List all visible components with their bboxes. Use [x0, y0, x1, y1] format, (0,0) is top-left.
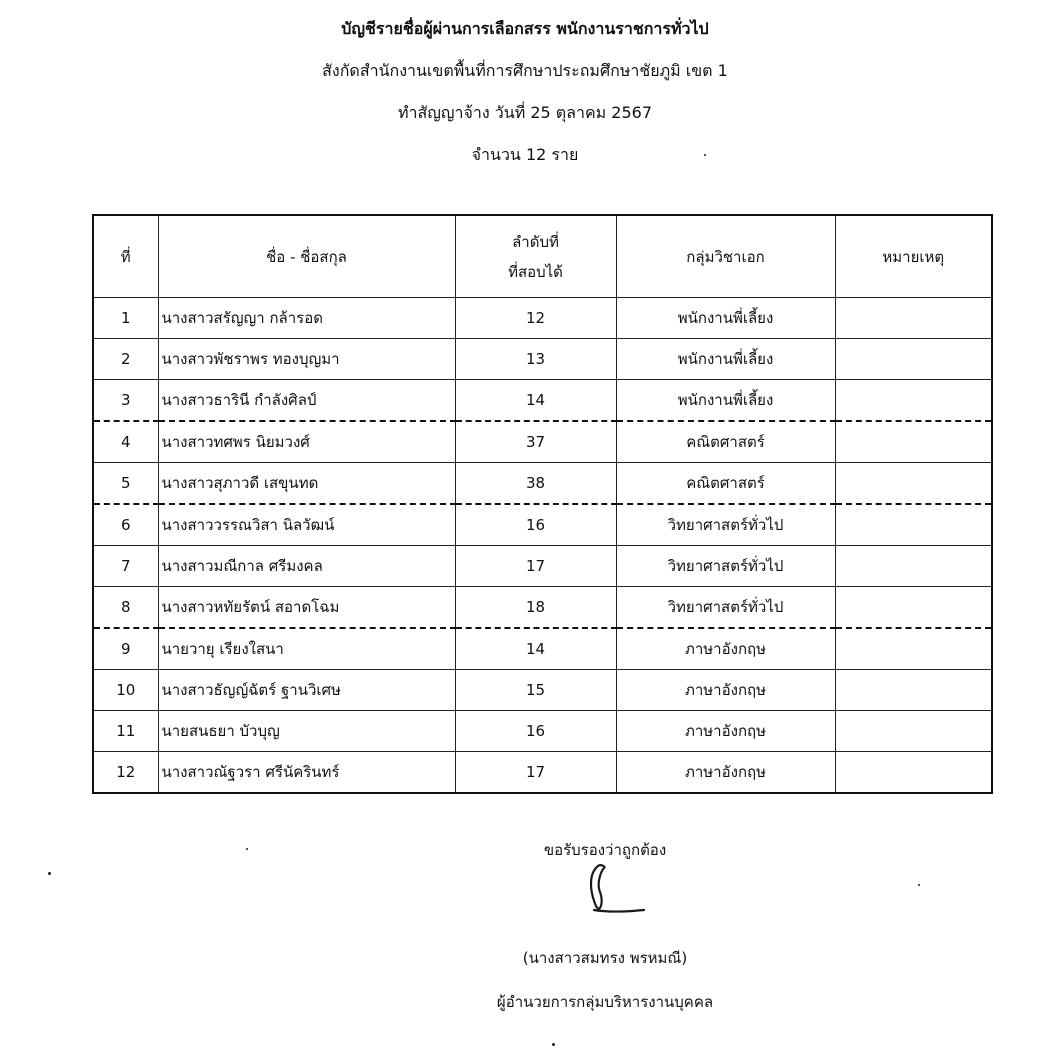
- row-major: คณิตศาสตร์: [616, 421, 835, 463]
- table-header-row: [93, 215, 992, 298]
- table-row: [93, 504, 992, 546]
- signer-title: ผู้อำนวยการกลุ่มบริหารงานบุคคล: [496, 993, 714, 1011]
- row-no: 5: [93, 463, 158, 505]
- row-name: นางสาวสุภาวดี เสขุนทด: [158, 463, 455, 505]
- row-no: 1: [93, 298, 158, 339]
- row-remark: [835, 421, 992, 463]
- table-row: [93, 463, 992, 505]
- row-no: 6: [93, 504, 158, 546]
- row-name: นางสาวธารินี กำลังศิลป์: [158, 380, 455, 422]
- row-no: 4: [93, 421, 158, 463]
- row-rank: 17: [455, 752, 616, 794]
- row-remark: [835, 711, 992, 752]
- header-rank-line2: ที่สอบได้: [508, 262, 563, 281]
- row-remark: [835, 752, 992, 794]
- document-subtitle: สังกัดสำนักงานเขตพื้นที่การศึกษาประถมศึกษาชัยภูมิ เขต 1: [322, 61, 728, 80]
- table-row: [93, 421, 992, 463]
- scan-speck: [48, 872, 51, 875]
- row-rank: 14: [455, 628, 616, 670]
- header-remark: หมายเหตุ: [835, 215, 992, 298]
- certification-text: ขอรับรองว่าถูกต้อง: [543, 841, 667, 859]
- row-rank: 13: [455, 339, 616, 380]
- candidate-table: [92, 214, 993, 794]
- row-major: วิทยาศาสตร์ทั่วไป: [616, 504, 835, 546]
- row-name: นางสาวธัญญ์ฉัตร์ ฐานวิเศษ: [158, 670, 455, 711]
- row-no: 9: [93, 628, 158, 670]
- row-major: ภาษาอังกฤษ: [616, 670, 835, 711]
- row-rank: 15: [455, 670, 616, 711]
- table-row: [93, 670, 992, 711]
- row-major: คณิตศาสตร์: [616, 463, 835, 505]
- row-name: นางสาวทศพร นิยมวงศ์: [158, 421, 455, 463]
- row-rank: 12: [455, 298, 616, 339]
- row-rank: 38: [455, 463, 616, 505]
- table-row: [93, 339, 992, 380]
- row-rank: 16: [455, 504, 616, 546]
- row-rank: 14: [455, 380, 616, 422]
- row-name: นางสาวหทัยรัตน์ สอาดโฉม: [158, 587, 455, 629]
- row-major: ภาษาอังกฤษ: [616, 711, 835, 752]
- row-remark: [835, 628, 992, 670]
- row-remark: [835, 587, 992, 629]
- row-no: 2: [93, 339, 158, 380]
- header-major: กลุ่มวิชาเอก: [616, 215, 835, 298]
- row-remark: [835, 298, 992, 339]
- document-title: บัญชีรายชื่อผู้ผ่านการเลือกสรร พนักงานราชการทั่วไป: [341, 19, 709, 38]
- row-rank: 16: [455, 711, 616, 752]
- scan-speck: [918, 884, 920, 886]
- row-name: นางสาวสรัญญา กล้ารอด: [158, 298, 455, 339]
- header-name: ชื่อ - ชื่อสกุล: [158, 215, 455, 298]
- row-major: วิทยาศาสตร์ทั่วไป: [616, 587, 835, 629]
- row-name: นางสาวมณีกาล ศรีมงคล: [158, 546, 455, 587]
- table-row: [93, 298, 992, 339]
- row-remark: [835, 380, 992, 422]
- signature-icon: [582, 862, 648, 918]
- table-row: [93, 711, 992, 752]
- row-no: 11: [93, 711, 158, 752]
- candidate-count: จำนวน 12 ราย: [471, 145, 579, 164]
- row-name: นายสนธยา บัวบุญ: [158, 711, 455, 752]
- table-row: [93, 752, 992, 794]
- row-rank: 17: [455, 546, 616, 587]
- row-remark: [835, 504, 992, 546]
- table-row: [93, 546, 992, 587]
- row-rank: 37: [455, 421, 616, 463]
- row-major: พนักงานพี่เลี้ยง: [616, 339, 835, 380]
- header-rank-line1: ลำดับที่: [512, 232, 559, 251]
- row-no: 10: [93, 670, 158, 711]
- row-major: วิทยาศาสตร์ทั่วไป: [616, 546, 835, 587]
- row-major: พนักงานพี่เลี้ยง: [616, 380, 835, 422]
- row-major: พนักงานพี่เลี้ยง: [616, 298, 835, 339]
- table-row: [93, 380, 992, 422]
- table-row: [93, 587, 992, 629]
- row-remark: [835, 463, 992, 505]
- row-remark: [835, 670, 992, 711]
- row-remark: [835, 339, 992, 380]
- row-rank: 18: [455, 587, 616, 629]
- row-name: นายวายุ เรียงใสนา: [158, 628, 455, 670]
- table-row: [93, 628, 992, 670]
- row-no: 3: [93, 380, 158, 422]
- header-no: ที่: [93, 215, 158, 298]
- contract-date: ทำสัญญาจ้าง วันที่ 25 ตุลาคม 2567: [397, 103, 653, 122]
- scan-speck: [552, 1043, 555, 1046]
- row-no: 12: [93, 752, 158, 794]
- row-major: ภาษาอังกฤษ: [616, 628, 835, 670]
- scan-speck: [704, 154, 706, 156]
- row-name: นางสาวณัฐวรา ศรีนัครินทร์: [158, 752, 455, 794]
- row-name: นางสาวพัชราพร ทองบุญมา: [158, 339, 455, 380]
- row-remark: [835, 546, 992, 587]
- row-no: 7: [93, 546, 158, 587]
- row-no: 8: [93, 587, 158, 629]
- scan-speck: [246, 848, 248, 850]
- signer-name: (นางสาวสมทรง พรหมณี): [522, 949, 688, 967]
- row-major: ภาษาอังกฤษ: [616, 752, 835, 794]
- header-rank: [455, 215, 616, 298]
- row-name: นางสาววรรณวิสา นิลวัฒน์: [158, 504, 455, 546]
